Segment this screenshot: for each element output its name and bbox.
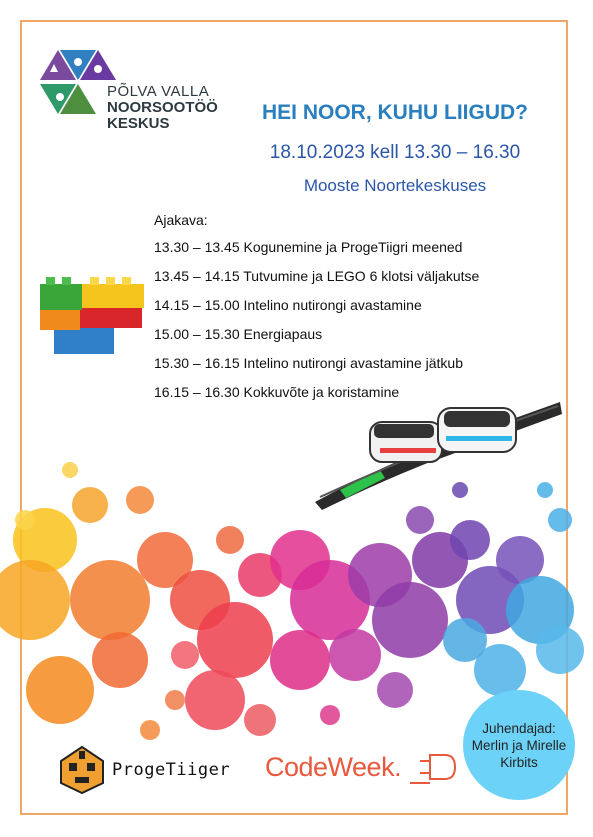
bubble (197, 602, 273, 678)
event-place: Mooste Noortekeskuses (303, 176, 487, 195)
bubble (0, 560, 70, 640)
logo-line3: KESKUS (107, 115, 170, 132)
bubble (15, 510, 35, 530)
bubble (70, 560, 150, 640)
progetiiger-logo-text: ProgeTiiger (112, 760, 231, 780)
bubble (244, 704, 276, 736)
bubble (450, 520, 490, 560)
schedule-item: 14.15 – 15.00 Intelino nutirongi avastamine (154, 297, 422, 313)
bubble (537, 482, 553, 498)
bubble (270, 630, 330, 690)
bubble (92, 632, 148, 688)
schedule-item: 13.45 – 14.15 Tutvumine ja LEGO 6 klotsi väljakutse (154, 268, 480, 284)
bubble (171, 641, 199, 669)
schedule-heading: Ajakava: (154, 212, 208, 228)
supervisors-names-line1: Merlin ja Mirelle (471, 737, 567, 753)
bubble (216, 526, 244, 554)
logo-line1: PÕLVA VALLA (107, 83, 210, 100)
tiger-icon (55, 745, 109, 795)
logo-line2: NOORSOOTÖÖ (107, 99, 218, 116)
bubble (548, 508, 572, 532)
bubble (62, 462, 78, 478)
schedule-item: 15.30 – 16.15 Intelino nutirongi avastamine jätkub (154, 355, 463, 371)
supervisors-bubble (463, 690, 575, 800)
bubble (452, 482, 468, 498)
schedule-item: 15.00 – 15.30 Energiapaus (154, 326, 323, 342)
plug-icon (405, 745, 460, 790)
bubble (126, 486, 154, 514)
event-date-time: 18.10.2023 kell 13.30 – 16.30 (269, 142, 521, 163)
bubble (329, 629, 381, 681)
bubble (26, 656, 94, 724)
codeweek-logo-text: CodeWeek. (265, 752, 402, 782)
bubble (165, 690, 185, 710)
event-title: HEI NOOR, KUHU LIIGUD? (262, 101, 528, 124)
bubble (443, 618, 487, 662)
bubble (536, 626, 584, 674)
bubble (72, 487, 108, 523)
bubble (140, 720, 160, 740)
bubble (406, 506, 434, 534)
supervisors-names-line2: Kirbits (500, 754, 538, 770)
schedule-item: 13.30 – 13.45 Kogunemine ja ProgeTiigri meened (154, 239, 463, 255)
supervisors-label: Juhendajad: (482, 720, 556, 736)
bubble (377, 672, 413, 708)
bubble (372, 582, 448, 658)
bubble (185, 670, 245, 730)
bubble (320, 705, 340, 725)
schedule-item: 16.15 – 16.30 Kokkuvõte ja koristamine (154, 384, 400, 400)
